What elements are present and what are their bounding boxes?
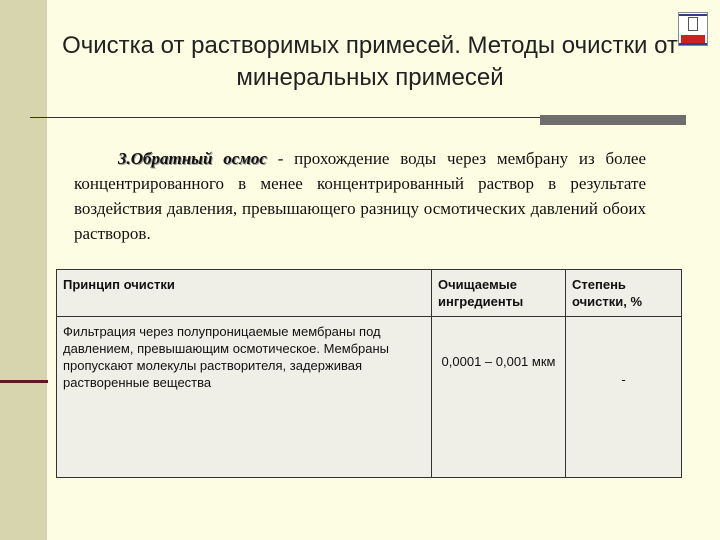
university-logo-icon <box>678 12 708 46</box>
header-degree: Степень очистки, % <box>566 270 682 317</box>
cell-principle: Фильтрация через полупроницаемые мембраны под давлением, превышающим осмотическое. Мембраны пропускают молекулы растворителя, задерживая растворенные вещества <box>57 317 432 478</box>
side-band <box>0 0 47 540</box>
side-accent-rule <box>0 380 48 383</box>
header-ingredients: Очищаемые ингредиенты <box>432 270 566 317</box>
header-principle: Принцип очистки <box>57 270 432 317</box>
page-title: Очистка от растворимых примесей. Методы очистки от минеральных примесей <box>62 32 678 91</box>
paragraph-text: прохождение воды через мембрану из более концентрированного в менее концентрированный раствор в результате воздействия давления, превышающего разницу осмотических давлений обоих растворов. <box>74 149 647 243</box>
body-paragraph <box>74 146 646 246</box>
cell-degree: - <box>566 317 682 478</box>
cell-ingredients: 0,0001 – 0,001 мкм <box>432 317 566 478</box>
table-header-row <box>57 270 682 317</box>
divider-accent-block <box>540 115 686 125</box>
term-dash: - <box>277 149 284 168</box>
purification-table <box>56 269 682 478</box>
term-label: 3.Обратный осмос <box>118 149 267 168</box>
table-row <box>57 317 682 478</box>
